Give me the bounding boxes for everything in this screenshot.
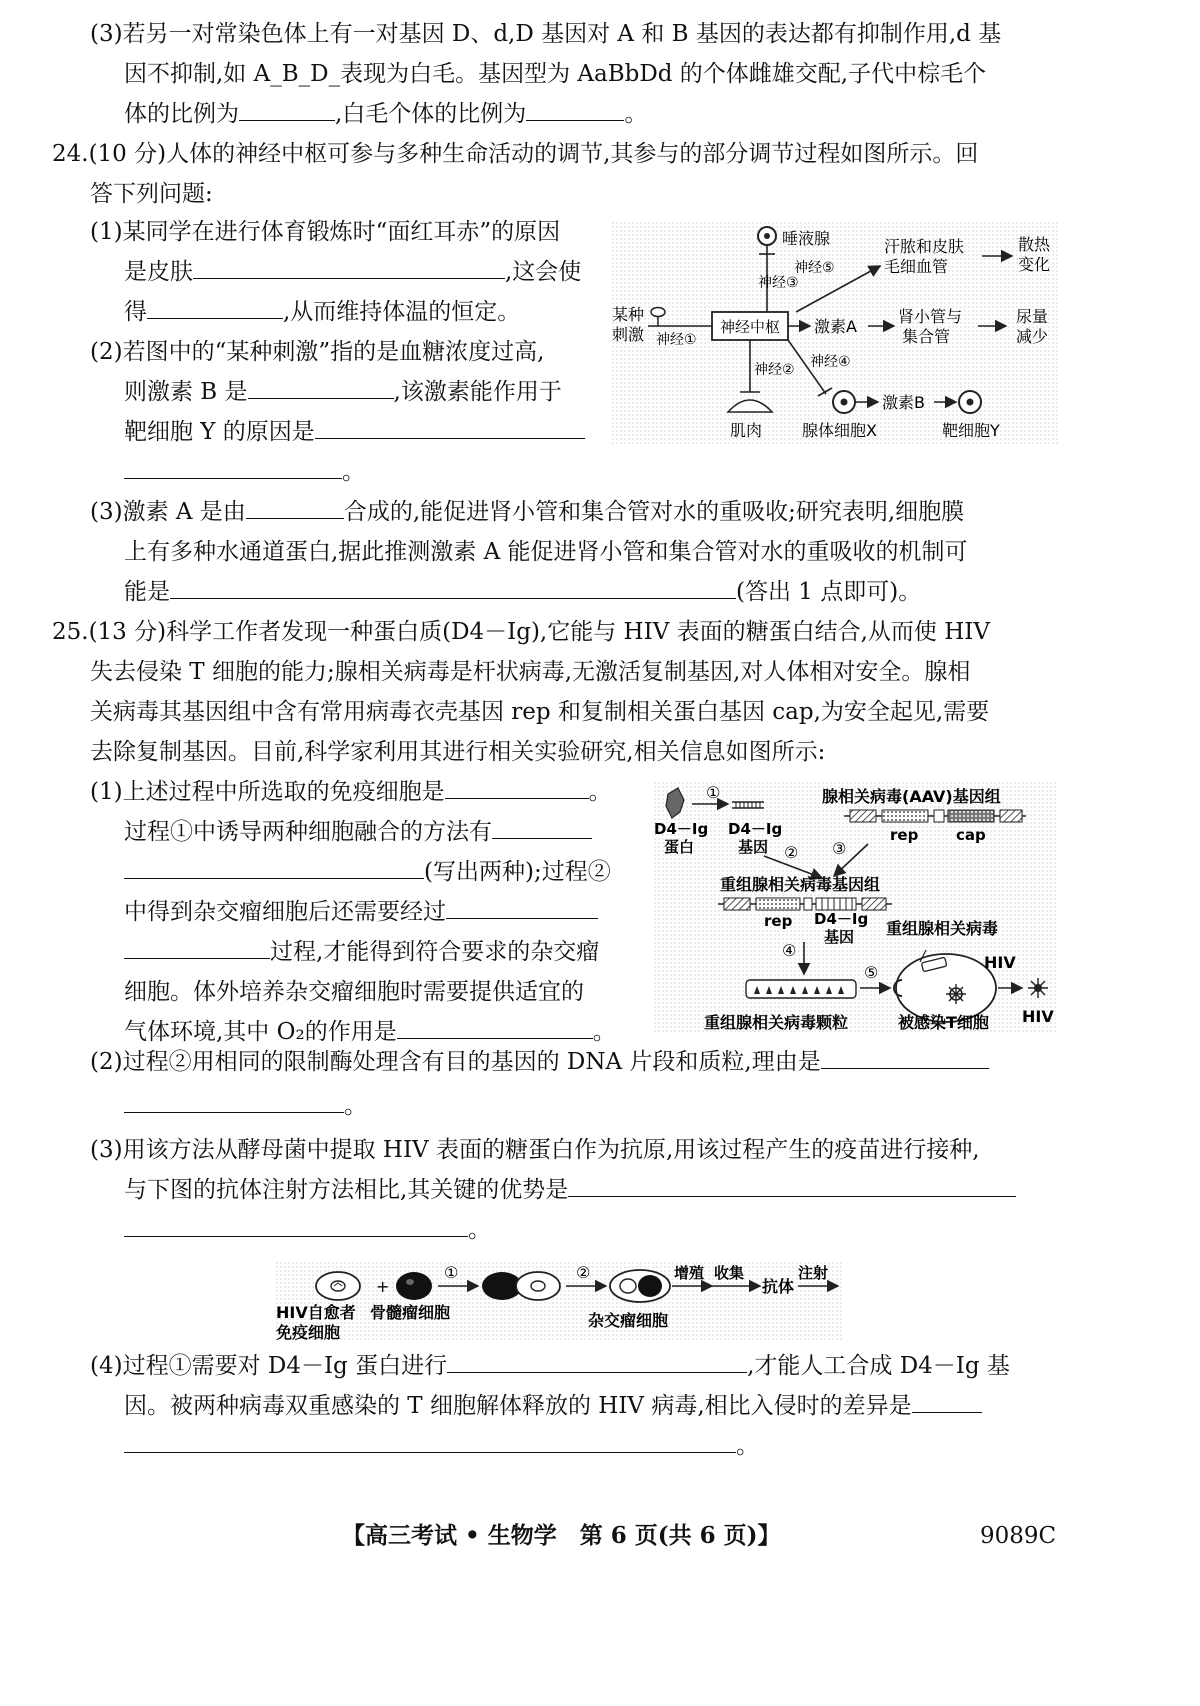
hormone-b-label: 激素B [882, 393, 925, 412]
recombinant-virus-label: 重组腺相关病毒 [886, 919, 999, 938]
answer-blank[interactable] [124, 936, 270, 959]
salivary-label: 唾液腺 [782, 229, 831, 248]
text: (1)上述过程中所选取的免疫细胞是 [90, 779, 445, 805]
recombinant-genome-label: 重组腺相关病毒基因组 [720, 875, 881, 894]
d4ig-gene-label-2: 基因 [738, 838, 769, 856]
kidney-label-1: 肾小管与 [898, 307, 963, 326]
text: (2)过程②用相同的限制酶处理含有目的基因的 DNA 片段和质粒,理由是 [90, 1049, 821, 1075]
d4ig-gene2-label-2: 基因 [824, 928, 855, 946]
stimulus-label-1: 某种 [612, 305, 645, 324]
answer-blank[interactable] [170, 576, 736, 599]
text: (写出两种);过程② [424, 859, 611, 885]
particles-label: 重组腺相关病毒颗粒 [704, 1013, 849, 1032]
text: 。 [344, 1093, 367, 1119]
hormone-a-label: 激素A [814, 317, 857, 336]
hiv-label-2: HIV [1022, 1007, 1054, 1026]
page-footer-title: 【高三考试 • 生物学 第 6 页(共 6 页)】 [342, 1522, 781, 1549]
q25-stem-line4: 去除复制基因。目前,科学家利用其进行相关实验研究,相关信息如图所示: [90, 739, 826, 765]
answer-blank[interactable] [124, 1214, 468, 1237]
q25-stem-line3: 关病毒其基因组中含有常用病毒衣壳基因 rep 和复制相关蛋白基因 cap,为安全起见,需要 [90, 699, 990, 725]
text: 靶细胞 Y 的原因是 [124, 419, 315, 445]
sweat-label-2: 毛细血管 [884, 257, 949, 276]
answer-blank[interactable] [124, 1090, 344, 1113]
d4ig-protein-label-2: 蛋白 [664, 838, 695, 856]
q24-part2-line1: (2)若图中的“某种刺激”指的是血糖浓度过高, [90, 339, 545, 365]
q25-part3-line1: (3)用该方法从酵母菌中提取 HIV 表面的糖蛋白作为抗原,用该过程产生的疫苗进行接种, [90, 1137, 980, 1163]
text: 。 [592, 1019, 616, 1045]
text: 。 [468, 1217, 491, 1243]
hiv-patient-label-1: HIV自愈者 [276, 1303, 356, 1322]
answer-blank[interactable] [246, 496, 344, 519]
d4ig-gene-label-1: D4－Ig [728, 820, 783, 838]
q25-part4-line1 [90, 1350, 1010, 1382]
q24-part3-line3 [124, 576, 921, 608]
hiv-patient-label-2: 免疫细胞 [276, 1323, 341, 1342]
kidney-label-2: 集合管 [902, 327, 951, 346]
nerve4-label: 神经④ [810, 354, 851, 370]
text: ,白毛个体的比例为 [335, 101, 527, 127]
gland-x-label: 腺体细胞X [802, 421, 877, 440]
step1-label: ① [706, 783, 721, 802]
q25-part2-line2 [124, 1090, 367, 1122]
text: 。 [624, 101, 648, 127]
text: 合成的,能促进肾小管和集合管对水的重吸收;研究表明,细胞膜 [343, 499, 965, 525]
urine-label-1: 尿量 [1016, 307, 1049, 326]
q24-part2-line3 [124, 416, 585, 448]
q25-stem-line2: 失去侵染 T 细胞的能力;腺相关病毒是杆状病毒,无激活复制基因,对人体相对安全。腺相 [90, 659, 971, 685]
step4-label: ④ [782, 941, 797, 960]
answer-blank[interactable] [821, 1046, 989, 1069]
text: 因。被两种病毒双重感染的 T 细胞解体释放的 HIV 病毒,相比入侵时的差异是 [124, 1393, 912, 1419]
q24-part2-line4 [124, 456, 365, 488]
q25-stem-line1: 25.(13 分)科学工作者发现一种蛋白质(D4－Ig),它能与 HIV 表面的糖蛋白结合,从而使 HIV [52, 619, 990, 645]
q25-part2-line1 [90, 1046, 989, 1078]
d4ig-protein-label-1: D4－Ig [654, 820, 709, 838]
text: (3)激素 A 是由 [90, 499, 246, 525]
nerve-center-label: 神经中枢 [719, 318, 781, 336]
answer-blank[interactable] [526, 98, 624, 121]
nerve2-label: 神经② [754, 362, 795, 378]
q23-part3-line1: (3)若另一对常染色体上有一对基因 D、d,D 基因对 A 和 B 基因的表达都有抑制作用,d 基 [90, 21, 1002, 47]
cap-label: cap [956, 826, 986, 844]
q25-part1-line5 [124, 936, 599, 968]
answer-blank[interactable] [124, 1430, 736, 1453]
answer-blank[interactable] [492, 816, 592, 839]
text: 得 [124, 299, 147, 325]
antibody-label: 抗体 [762, 1277, 795, 1296]
text: ,从而维持体温的恒定。 [283, 299, 521, 325]
answer-blank[interactable] [397, 1016, 593, 1039]
answer-blank[interactable] [315, 416, 585, 439]
q24-part1-line2 [124, 256, 581, 288]
inject-label: 注射 [798, 1264, 829, 1282]
rep-label-2: rep [764, 912, 793, 930]
text: 。 [736, 1433, 759, 1459]
q25-part1-line6: 细胞。体外培养杂交瘤细胞时需要提供适宜的 [124, 979, 584, 1005]
antibody-injection-diagram [276, 1262, 844, 1342]
text: 过程①中诱导两种细胞融合的方法有 [124, 819, 492, 845]
q24-part3-line1 [90, 496, 964, 528]
nerve5-label: 神经⑤ [794, 260, 835, 276]
answer-blank[interactable] [193, 256, 505, 279]
text: 则激素 B 是 [124, 379, 248, 405]
collect-label: 收集 [714, 1264, 745, 1282]
target-y-label: 靶细胞Y [942, 421, 1000, 440]
text: 气体环境,其中 O₂的作用是 [124, 1019, 397, 1045]
aav-process-diagram [654, 782, 1058, 1034]
text: 是皮肤 [124, 259, 193, 285]
text: 。 [588, 779, 612, 805]
q24-stem-line2: 答下列问题: [90, 181, 213, 207]
q24-stem-line1: 24.(10 分)人体的神经中枢可参与多种生命活动的调节,其参与的部分调节过程如图所示。回 [52, 141, 979, 167]
q25-part1-line3 [124, 856, 611, 888]
urine-label-2: 减少 [1016, 327, 1049, 346]
step5-label: ⑤ [864, 963, 879, 982]
heat-label-2: 变化 [1018, 255, 1051, 274]
q24-part1-line1: (1)某同学在进行体育锻炼时“面红耳赤”的原因 [90, 219, 561, 245]
text: 体的比例为 [124, 101, 239, 127]
sweat-label-1: 汗脓和皮肤 [884, 237, 965, 256]
text: 中得到杂交瘤细胞后还需要经过 [124, 899, 446, 925]
heat-label-1: 散热 [1018, 235, 1051, 254]
q23-part3-line3 [124, 98, 647, 130]
grow-label: 增殖 [674, 1264, 705, 1282]
answer-blank[interactable] [446, 896, 598, 919]
nerve-regulation-diagram [612, 222, 1058, 444]
q25-part4-line2 [124, 1390, 982, 1422]
text: 能是 [124, 579, 170, 605]
text: (答出 1 点即可)。 [736, 579, 922, 605]
answer-blank[interactable] [239, 98, 335, 121]
fusion-step2-label: ② [576, 1263, 591, 1282]
rep-label: rep [890, 826, 919, 844]
plus-sign: + [376, 1277, 390, 1296]
fusion-step1-label: ① [444, 1263, 459, 1282]
virus-particle-bar [746, 980, 856, 998]
q25-part1-line1 [90, 776, 612, 808]
answer-blank[interactable] [147, 296, 283, 319]
q24-part1-line3 [124, 296, 520, 328]
d4ig-gene2-label-1: D4－Ig [814, 910, 869, 928]
q25-part4-line3 [124, 1430, 759, 1462]
text: 过程,才能得到符合要求的杂交瘤 [270, 939, 600, 965]
step3-label: ③ [832, 839, 847, 858]
answer-blank[interactable] [912, 1390, 982, 1413]
q24-part2-line2 [124, 376, 562, 408]
text: (4)过程①需要对 D4－Ig 蛋白进行 [90, 1353, 448, 1379]
q24-part3-line2: 上有多种水通道蛋白,据此推测激素 A 能促进肾小管和集合管对水的重吸收的机制可 [124, 539, 968, 565]
q23-part3-line2: 因不抑制,如 A_B_D_表现为白毛。基因型为 AaBbDd 的个体雌雄交配,子代中棕毛个 [124, 61, 987, 87]
answer-blank[interactable] [568, 1174, 1016, 1197]
answer-blank[interactable] [445, 776, 589, 799]
text: ,这会使 [505, 259, 582, 285]
myeloma-label: 骨髓瘤细胞 [370, 1303, 451, 1322]
text: ,才能人工合成 D4－Ig 基 [747, 1353, 1010, 1379]
page-footer-code: 9089C [980, 1523, 1057, 1549]
text: 。 [342, 459, 365, 485]
answer-blank[interactable] [248, 376, 394, 399]
q25-part1-line7 [124, 1016, 616, 1048]
text: 与下图的抗体注射方法相比,其关键的优势是 [124, 1177, 569, 1203]
step2-label: ② [784, 843, 799, 862]
hiv-label-1: HIV [984, 953, 1016, 972]
q25-part3-line2 [124, 1174, 1016, 1206]
answer-blank[interactable] [124, 456, 342, 479]
q25-part3-line3 [124, 1214, 491, 1246]
answer-blank[interactable] [447, 1350, 747, 1373]
nerve3-label: 神经③ [758, 275, 799, 291]
q25-part1-line2 [124, 816, 592, 848]
infected-t-cell-label: 被感染T细胞 [898, 1013, 989, 1032]
hybridoma-label: 杂交瘤细胞 [588, 1311, 669, 1330]
text: ,该激素能作用于 [393, 379, 562, 405]
stimulus-label-2: 刺激 [612, 325, 645, 344]
muscle-label: 肌肉 [730, 421, 763, 440]
answer-blank[interactable] [124, 856, 424, 879]
nerve1-label: 神经① [656, 332, 697, 348]
aav-genome-label: 腺相关病毒(AAV)基因组 [822, 787, 1001, 806]
q25-part1-line4 [124, 896, 598, 928]
